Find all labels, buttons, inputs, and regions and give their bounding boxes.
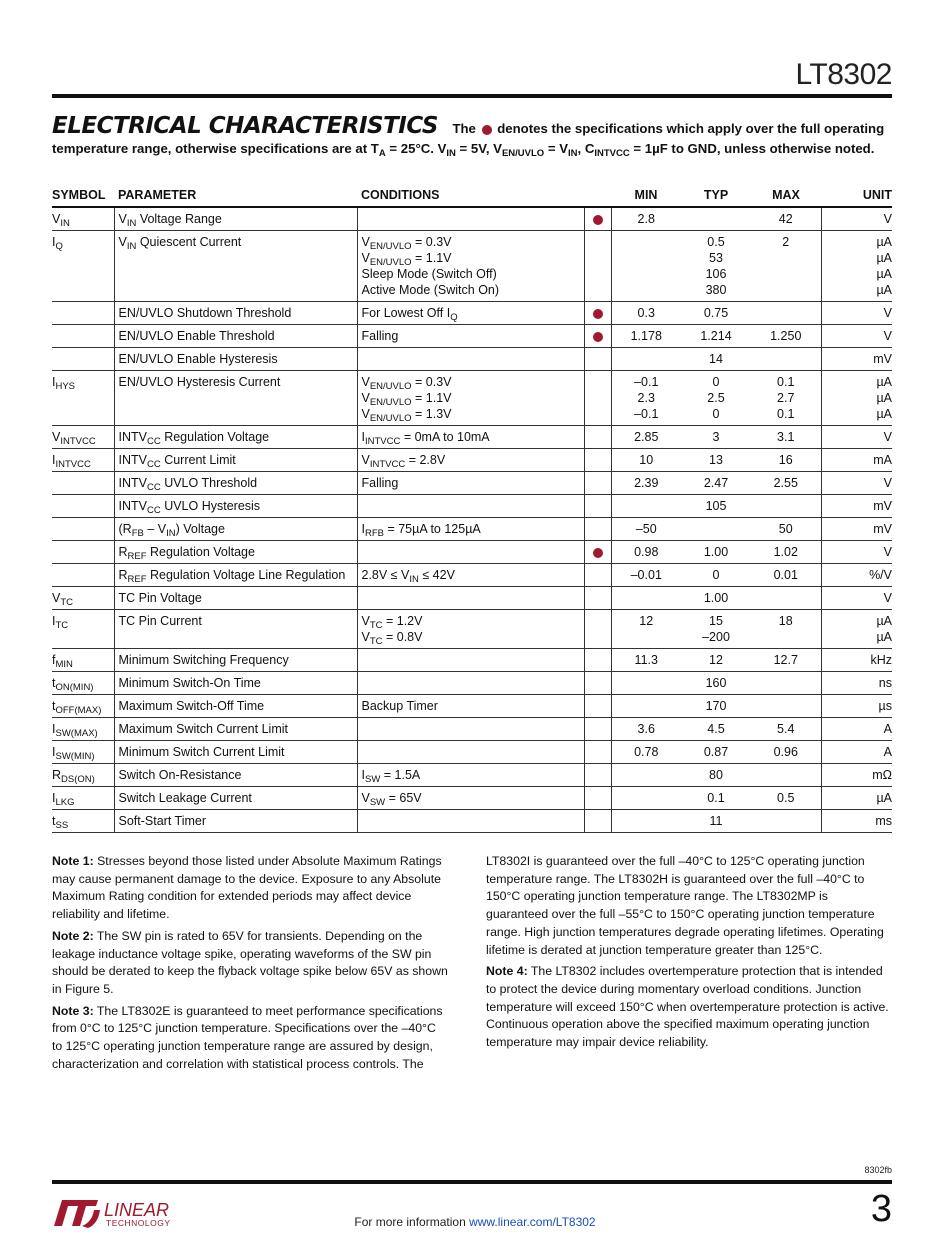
table-row bbox=[52, 787, 892, 810]
bullet-cell bbox=[584, 672, 611, 695]
bullet-cell bbox=[584, 541, 611, 564]
symbol-cell: $V_{INTVCC}$ bbox=[52, 426, 114, 449]
table-cell: 4.5 bbox=[681, 718, 751, 741]
bullet-cell bbox=[584, 472, 611, 495]
unit-cell: mV bbox=[821, 495, 892, 518]
table-row bbox=[52, 764, 892, 787]
symbol-cell bbox=[52, 495, 114, 518]
parameter-cell: Maximum Switch-Off Time bbox=[114, 695, 357, 718]
table-cell bbox=[681, 518, 751, 541]
table-cell: 11 bbox=[681, 810, 751, 833]
symbol-cell bbox=[52, 564, 114, 587]
bullet-cell bbox=[584, 587, 611, 610]
parameter-cell: $INTV_{CC}$ UVLO Hysteresis bbox=[114, 495, 357, 518]
col-max: MAX bbox=[751, 184, 821, 207]
table-row bbox=[52, 564, 892, 587]
col-typ: TYP bbox=[681, 184, 751, 207]
unit-cell: mA bbox=[821, 449, 892, 472]
symbol-cell bbox=[52, 302, 114, 325]
electrical-characteristics-table bbox=[52, 184, 892, 833]
symbol-cell: $I_{TC}$ bbox=[52, 610, 114, 649]
bullet-cell bbox=[584, 649, 611, 672]
section-title: ELECTRICAL CHARACTERISTICS bbox=[52, 113, 438, 139]
symbol-cell bbox=[52, 472, 114, 495]
table-cell: 80 bbox=[681, 764, 751, 787]
min-cell: 10 bbox=[611, 449, 681, 472]
min-cell: 2.39 bbox=[611, 472, 681, 495]
table-cell: 2.47 bbox=[681, 472, 751, 495]
symbol-cell: $t_{SS}$ bbox=[52, 810, 114, 833]
conditions-cell bbox=[357, 649, 584, 672]
symbol-cell: $I_{LKG}$ bbox=[52, 787, 114, 810]
conditions-cell bbox=[357, 495, 584, 518]
bullet-cell bbox=[584, 325, 611, 348]
footer-more-info: For more information www.linear.com/LT8302 bbox=[354, 1215, 596, 1229]
col-parameter: PARAMETER bbox=[114, 184, 357, 207]
unit-cell: µA µA µA µA bbox=[821, 231, 892, 302]
table-row bbox=[52, 741, 892, 764]
table-row bbox=[52, 541, 892, 564]
table-cell: 5.4 bbox=[751, 718, 821, 741]
table-row bbox=[52, 371, 892, 426]
parameter-cell: Switch Leakage Current bbox=[114, 787, 357, 810]
min-cell bbox=[611, 810, 681, 833]
table-cell: 0.87 bbox=[681, 741, 751, 764]
parameter-cell: $INTV_{CC}$ Regulation Voltage bbox=[114, 426, 357, 449]
min-cell bbox=[611, 348, 681, 371]
table-cell: 12 bbox=[681, 649, 751, 672]
bullet-cell bbox=[584, 426, 611, 449]
table-row bbox=[52, 302, 892, 325]
col-bullet bbox=[584, 184, 611, 207]
min-cell: –50 bbox=[611, 518, 681, 541]
note-3: Note 3: The LT8302E is guaranteed to meet performance specifications from 0°C to 125°C junction temperature. Specifications over the –40°C to 125°C operating junction temperature range are assured by design, characterization and correlation with statistical process controls. The bbox=[52, 1003, 443, 1071]
min-cell: –0.01 bbox=[611, 564, 681, 587]
parameter-cell: TC Pin Current bbox=[114, 610, 357, 649]
bullet-cell bbox=[584, 495, 611, 518]
symbol-cell: $I_Q$ bbox=[52, 231, 114, 302]
table-cell: 170 bbox=[681, 695, 751, 718]
conditions-cell bbox=[357, 810, 584, 833]
part-number: LT8302 bbox=[795, 58, 892, 91]
unit-cell: mV bbox=[821, 348, 892, 371]
parameter-cell: EN/UVLO Enable Hysteresis bbox=[114, 348, 357, 371]
parameter-cell: $INTV_{CC}$ Current Limit bbox=[114, 449, 357, 472]
symbol-cell: $V_{IN}$ bbox=[52, 207, 114, 231]
parameter-cell: EN/UVLO Hysteresis Current bbox=[114, 371, 357, 426]
bullet-cell bbox=[584, 810, 611, 833]
intro-text: The denotes the specifications which apply over the full operating bbox=[452, 121, 885, 136]
symbol-cell: $f_{MIN}$ bbox=[52, 649, 114, 672]
notes-left-column bbox=[52, 853, 448, 1077]
table-cell: 1.00 bbox=[681, 541, 751, 564]
col-conditions: CONDITIONS bbox=[357, 184, 584, 207]
bullet-cell bbox=[584, 449, 611, 472]
unit-cell: A bbox=[821, 718, 892, 741]
bullet-cell bbox=[584, 564, 611, 587]
title-block bbox=[52, 113, 894, 158]
unit-cell: V bbox=[821, 472, 892, 495]
bottom-rule bbox=[52, 1180, 892, 1184]
min-cell bbox=[611, 495, 681, 518]
table-row bbox=[52, 472, 892, 495]
symbol-cell: $t_{OFF(MAX)}$ bbox=[52, 695, 114, 718]
table-row bbox=[52, 518, 892, 541]
symbol-cell bbox=[52, 518, 114, 541]
unit-cell: mV bbox=[821, 518, 892, 541]
conditions-cell: Falling bbox=[357, 472, 584, 495]
notes-right-column bbox=[486, 853, 892, 1056]
conditions-cell: For Lowest Off $I_Q$ bbox=[357, 302, 584, 325]
table-cell: 0 2.5 0 bbox=[681, 371, 751, 426]
bullet-cell bbox=[584, 207, 611, 231]
unit-cell: mΩ bbox=[821, 764, 892, 787]
table-cell bbox=[751, 695, 821, 718]
table-cell: 50 bbox=[751, 518, 821, 541]
table-cell: 1.214 bbox=[681, 325, 751, 348]
table-row bbox=[52, 587, 892, 610]
min-cell: 0.98 bbox=[611, 541, 681, 564]
unit-cell: ns bbox=[821, 672, 892, 695]
table-cell: 1.00 bbox=[681, 587, 751, 610]
table-row bbox=[52, 207, 892, 231]
min-cell bbox=[611, 695, 681, 718]
table-cell: 3 bbox=[681, 426, 751, 449]
note-3-continued: LT8302I is guaranteed over the full –40°C to 125°C operating junction temperature range. The LT8302H is guaranteed over the full –40°C to 150°C operating junction temperature range. The LT8302MP is guaranteed over the full –55°C to 150°C operating junction temperature range. High junction temperatures degrade operating lifetimes. Operating lifetime is derated at junction temperature greater than 125°C. bbox=[486, 854, 884, 957]
conditions-cell: $V_{TC} = 1.2V$ $V_{TC} = 0.8V$ bbox=[357, 610, 584, 649]
col-symbol: SYMBOL bbox=[52, 184, 114, 207]
table-cell bbox=[751, 587, 821, 610]
table-cell bbox=[751, 302, 821, 325]
conditions-cell: Backup Timer bbox=[357, 695, 584, 718]
parameter-cell: Switch On-Resistance bbox=[114, 764, 357, 787]
conditions-cell bbox=[357, 348, 584, 371]
conditions-cell bbox=[357, 741, 584, 764]
table-cell bbox=[751, 672, 821, 695]
table-cell: 1.250 bbox=[751, 325, 821, 348]
parameter-cell: Minimum Switching Frequency bbox=[114, 649, 357, 672]
table-row bbox=[52, 231, 892, 302]
bullet-icon bbox=[482, 125, 492, 135]
min-cell bbox=[611, 787, 681, 810]
bullet-cell bbox=[584, 718, 611, 741]
symbol-cell bbox=[52, 541, 114, 564]
table-cell: 13 bbox=[681, 449, 751, 472]
table-row bbox=[52, 449, 892, 472]
col-min: MIN bbox=[611, 184, 681, 207]
table-cell: 160 bbox=[681, 672, 751, 695]
conditions-cell: $I_{INTVCC} = 0mA$ to 10mA bbox=[357, 426, 584, 449]
table-row bbox=[52, 610, 892, 649]
unit-cell: V bbox=[821, 302, 892, 325]
parameter-cell: EN/UVLO Shutdown Threshold bbox=[114, 302, 357, 325]
table-row bbox=[52, 495, 892, 518]
table-cell: 15 –200 bbox=[681, 610, 751, 649]
table-cell bbox=[681, 207, 751, 231]
conditions-cell: $V_{INTVCC} = 2.8V$ bbox=[357, 449, 584, 472]
symbol-cell: $t_{ON(MIN)}$ bbox=[52, 672, 114, 695]
table-cell: 0 bbox=[681, 564, 751, 587]
conditions-cell bbox=[357, 541, 584, 564]
conditions-cell: $2.8V \le V_{IN} \le 42V$ bbox=[357, 564, 584, 587]
min-cell: 0.78 bbox=[611, 741, 681, 764]
parameter-cell: Minimum Switch-On Time bbox=[114, 672, 357, 695]
table-cell: 12.7 bbox=[751, 649, 821, 672]
conditions-cell bbox=[357, 718, 584, 741]
min-cell: 3.6 bbox=[611, 718, 681, 741]
conditions-cell: $V_{EN/UVLO} = 0.3V$ $V_{EN/UVLO} = 1.1V$ $V_{EN/UVLO} = 1.3V$ bbox=[357, 371, 584, 426]
bullet-cell bbox=[584, 518, 611, 541]
symbol-cell: $I_{HYS}$ bbox=[52, 371, 114, 426]
document-code: 8302fb bbox=[864, 1165, 892, 1175]
unit-cell: ms bbox=[821, 810, 892, 833]
min-cell: 12 bbox=[611, 610, 681, 649]
table-row bbox=[52, 348, 892, 371]
table-row bbox=[52, 810, 892, 833]
table-cell bbox=[751, 810, 821, 833]
bullet-cell bbox=[584, 371, 611, 426]
unit-cell: µA bbox=[821, 787, 892, 810]
table-cell: 0.5 bbox=[751, 787, 821, 810]
table-cell: 0.1 2.7 0.1 bbox=[751, 371, 821, 426]
table-row bbox=[52, 718, 892, 741]
parameter-cell: $R_{REF}$ Regulation Voltage bbox=[114, 541, 357, 564]
parameter-cell: $(R_{FB} - V_{IN})$ Voltage bbox=[114, 518, 357, 541]
bullet-cell bbox=[584, 348, 611, 371]
min-cell: –0.1 2.3 –0.1 bbox=[611, 371, 681, 426]
table-cell: 3.1 bbox=[751, 426, 821, 449]
table-cell: 2 bbox=[751, 231, 821, 302]
note-2: Note 2: The SW pin is rated to 65V for transients. Depending on the leakage inductance voltage spike, operating waveforms of the SW pin should be derated to keep the flyback voltage spike below 65V as shown in Figure 5. bbox=[52, 928, 448, 996]
conditions-cell: $I_{SW} = 1.5A$ bbox=[357, 764, 584, 787]
intro-conditions: temperature range, otherwise specifications are at $T_A = 25^\circ C$. $V_{IN} = 5V$, $V_{EN/UVLO} = V_{IN}$, $C_{INTVCC} = 1\mu F$ to GND, unless otherwise noted. bbox=[52, 141, 875, 159]
parameter-cell: TC Pin Voltage bbox=[114, 587, 357, 610]
table-cell: 2.55 bbox=[751, 472, 821, 495]
col-unit: UNIT bbox=[821, 184, 892, 207]
bullet-cell bbox=[584, 610, 611, 649]
table-cell bbox=[751, 764, 821, 787]
unit-cell: V bbox=[821, 207, 892, 231]
conditions-cell: $V_{EN/UVLO} = 0.3V$ $V_{EN/UVLO} = 1.1V$ Sleep Mode (Switch Off) Active Mode (Switch On) bbox=[357, 231, 584, 302]
svg-text:LINEAR: LINEAR bbox=[104, 1200, 170, 1220]
symbol-cell: $I_{SW(MAX)}$ bbox=[52, 718, 114, 741]
table-header-row bbox=[52, 184, 892, 207]
table-row bbox=[52, 695, 892, 718]
conditions-cell bbox=[357, 672, 584, 695]
parameter-cell: $V_{IN}$ Voltage Range bbox=[114, 207, 357, 231]
bullet-cell bbox=[584, 695, 611, 718]
min-cell: 2.8 bbox=[611, 207, 681, 231]
bullet-cell bbox=[584, 741, 611, 764]
table-row bbox=[52, 426, 892, 449]
min-cell bbox=[611, 672, 681, 695]
table-cell: 0.96 bbox=[751, 741, 821, 764]
parameter-cell: Soft-Start Timer bbox=[114, 810, 357, 833]
parameter-cell: $INTV_{CC}$ UVLO Threshold bbox=[114, 472, 357, 495]
table-cell: 42 bbox=[751, 207, 821, 231]
symbol-cell bbox=[52, 348, 114, 371]
table-cell: 16 bbox=[751, 449, 821, 472]
min-cell bbox=[611, 231, 681, 302]
conditions-cell bbox=[357, 587, 584, 610]
table-row bbox=[52, 325, 892, 348]
unit-cell: µs bbox=[821, 695, 892, 718]
table-cell: 1.02 bbox=[751, 541, 821, 564]
unit-cell: kHz bbox=[821, 649, 892, 672]
table-cell: 0.5 53 106 380 bbox=[681, 231, 751, 302]
unit-cell: V bbox=[821, 426, 892, 449]
conditions-cell bbox=[357, 207, 584, 231]
table-cell: 0.01 bbox=[751, 564, 821, 587]
bullet-icon bbox=[593, 309, 603, 319]
symbol-cell: $V_{TC}$ bbox=[52, 587, 114, 610]
unit-cell: A bbox=[821, 741, 892, 764]
page-number: 3 bbox=[870, 1188, 892, 1230]
parameter-cell: EN/UVLO Enable Threshold bbox=[114, 325, 357, 348]
table-cell: 105 bbox=[681, 495, 751, 518]
min-cell: 2.85 bbox=[611, 426, 681, 449]
min-cell bbox=[611, 764, 681, 787]
note-4: Note 4: The LT8302 includes overtemperature protection that is intended to protect the device during momentary overload conditions. Junction temperature will exceed 150°C when overtemperature protection is active. Continuous operation above the specified maximum operating junction temperature may impair device reliability. bbox=[486, 964, 889, 1050]
website-link[interactable]: www.linear.com/LT8302 bbox=[469, 1215, 596, 1229]
unit-cell: %/V bbox=[821, 564, 892, 587]
table-cell: 0.1 bbox=[681, 787, 751, 810]
symbol-cell: $I_{INTVCC}$ bbox=[52, 449, 114, 472]
bullet-icon bbox=[593, 548, 603, 558]
unit-cell: V bbox=[821, 325, 892, 348]
parameter-cell: $V_{IN}$ Quiescent Current bbox=[114, 231, 357, 302]
table-cell: 14 bbox=[681, 348, 751, 371]
table-cell bbox=[751, 495, 821, 518]
symbol-cell: $I_{SW(MIN)}$ bbox=[52, 741, 114, 764]
parameter-cell: Maximum Switch Current Limit bbox=[114, 718, 357, 741]
unit-cell: V bbox=[821, 541, 892, 564]
min-cell: 0.3 bbox=[611, 302, 681, 325]
bullet-cell bbox=[584, 787, 611, 810]
table-cell bbox=[751, 348, 821, 371]
table-row bbox=[52, 672, 892, 695]
bullet-icon bbox=[593, 215, 603, 225]
bullet-icon bbox=[593, 332, 603, 342]
unit-cell: µA µA bbox=[821, 610, 892, 649]
note-1: Note 1: Stresses beyond those listed under Absolute Maximum Ratings may cause permanent damage to the device. Exposure to any Absolute Maximum Rating condition for extended periods may affect device reliability and lifetime. bbox=[52, 854, 442, 922]
min-cell: 11.3 bbox=[611, 649, 681, 672]
conditions-cell: Falling bbox=[357, 325, 584, 348]
parameter-cell: Minimum Switch Current Limit bbox=[114, 741, 357, 764]
conditions-cell: $I_{RFB} = 75\mu A$ to 125µA bbox=[357, 518, 584, 541]
symbol-cell bbox=[52, 325, 114, 348]
min-cell bbox=[611, 587, 681, 610]
bullet-cell bbox=[584, 764, 611, 787]
bullet-cell bbox=[584, 231, 611, 302]
table-row bbox=[52, 649, 892, 672]
parameter-cell: $R_{REF}$ Regulation Voltage Line Regulation bbox=[114, 564, 357, 587]
table-cell: 0.75 bbox=[681, 302, 751, 325]
unit-cell: µA µA µA bbox=[821, 371, 892, 426]
min-cell: 1.178 bbox=[611, 325, 681, 348]
conditions-cell: $V_{SW} = 65V$ bbox=[357, 787, 584, 810]
unit-cell: V bbox=[821, 587, 892, 610]
symbol-cell: $R_{DS(ON)}$ bbox=[52, 764, 114, 787]
bullet-cell bbox=[584, 302, 611, 325]
svg-text:TECHNOLOGY: TECHNOLOGY bbox=[106, 1218, 171, 1228]
top-rule bbox=[52, 94, 892, 98]
table-cell: 18 bbox=[751, 610, 821, 649]
